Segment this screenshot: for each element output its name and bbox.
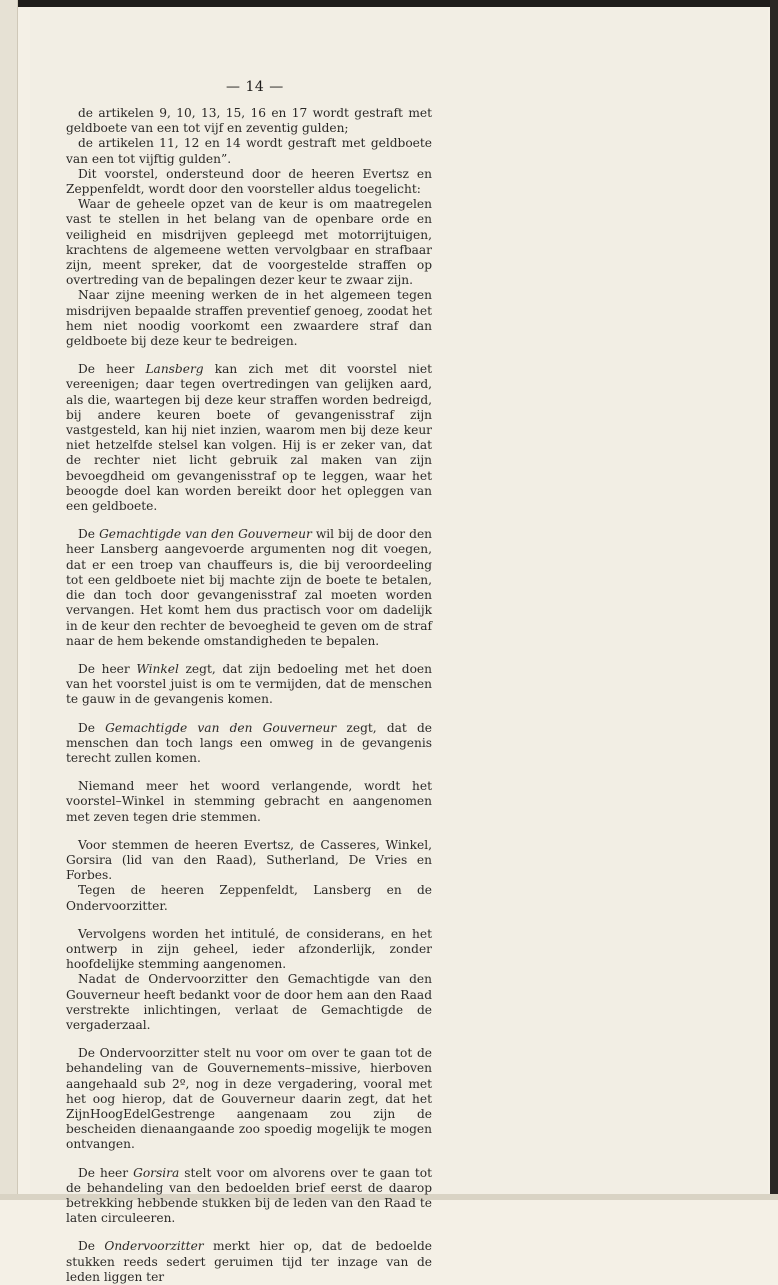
paragraph: Waar de geheele opzet van de keur is om maatregelen vast te stellen in het belang van de openbare orde en veiligheid en misdrijven gepleegd met motorrijtuigen, krachtens de algemeene wetten vervolgbaar en strafbaar zijn, meent spreker, dat de voorgestelde straffen op overtreding van de bepalingen dezer keur te zwaar zijn. — [66, 197, 432, 288]
page-number: — 14 — — [226, 79, 284, 95]
paragraph: Nadat de Ondervoorzitter den Gemachtigde van den Gouverneur heeft bedankt voor de door hem aan den Raad verstrekte inlichtingen, verlaat de Gemachtigde de vergaderzaal. — [66, 972, 432, 1032]
paragraph-prefix: De heer — [78, 362, 146, 377]
scan-left-margin — [0, 0, 18, 1200]
speaker-name: Ondervoorzitter — [104, 1239, 204, 1254]
paragraph-prefix: De — [78, 720, 106, 735]
paragraph: de artikelen 11, 12 en 14 wordt gestraft met geldboete van een tot vijftig gulden”. — [66, 136, 432, 166]
paragraph-prefix: De — [78, 1239, 105, 1254]
paragraph: Vervolgens worden het intitulé, de considerans, en het ontwerp in zijn geheel, ieder afzonderlijk, zonder hoofdelijke stemming aangenomen. — [66, 926, 432, 972]
scan-top-border — [0, 0, 778, 7]
paragraph — [66, 721, 432, 767]
paragraph — [66, 1239, 432, 1285]
paragraph-text: kan zich met dit voorstel niet vereenigen; daar tegen overtredingen van gelijken aard, als die, waartegen bij deze keur straffen worden bedreigd, bij andere keuren boete of gevangenisstraf zijn vastgesteld, kan hij niet inzien, waarom men bij deze keur niet hetzelfde stelsel kan volgen. Hij is er zeker van, dat de rechter niet licht gebruik zal maken van zijn bevoegdheid om gevangenisstraf op te leggen, waar het beoogde doel kan worden bereikt door het opleggen van een geldboete. — [66, 362, 432, 514]
paragraph: De Ondervoorzitter stelt nu voor om over te gaan tot de behandeling van de Gouvernements–missive, hierboven aangehaald sub 2º, nog in deze vergadering, vooral met het oog hierop, dat de Gouverneur daarin zegt, dat het ZijnHoogEdelGestrenge aangenaam zou zijn de bescheiden dienaangaande zoo spoedig mogelijk te mogen ontvangen. — [66, 1046, 432, 1152]
speaker-name: Winkel — [136, 661, 179, 676]
paragraph — [66, 1166, 432, 1227]
speaker-name: Gemachtigde van den Gouverneur — [99, 527, 312, 542]
paragraph — [66, 662, 432, 708]
paragraph-text: zegt, dat zijn bedoeling met het doen van het voorstel juist is om te vermijden, dat de menschen te gauw in de gevangenis komen. — [66, 661, 432, 707]
paragraph: Niemand meer het woord verlangende, wordt het voorstel–Winkel in stemming gebracht en aangenomen met zeven tegen drie stemmen. — [66, 779, 432, 824]
paragraph-text: stelt voor om alvorens over te gaan tot de behandeling van den bedoelden brief eerst de daarop betrekking hebbende stukken bij de leden van den Raad te laten circuleeren. — [66, 1165, 432, 1226]
paragraph: Naar zijne meening werken de in het algemeen tegen misdrijven bepaalde straffen preventief genoeg, zoodat het hem niet noodig voorkomt een zwaardere straf dan geldboete bij deze keur te bedreigen. — [66, 288, 432, 349]
speaker-name: Lansberg — [145, 362, 204, 377]
paragraph-prefix: De heer — [78, 661, 137, 676]
paragraph: Dit voorstel, ondersteund door de heeren Evertsz en Zeppenfeldt, wordt door den voorsteller aldus toegelicht: — [66, 166, 432, 197]
paragraph-prefix: De — [78, 527, 100, 542]
paragraph-prefix: De heer — [78, 1165, 134, 1180]
scan-right-border — [770, 0, 778, 1200]
paragraph-text: wil bij de door den heer Lansberg aangevoerde argumenten nog dit voegen, dat er een troep van chauffeurs is, die bij veroordeeling tot een geldboete niet bij machte zijn de boete te betalen, die dan toch door gevangenisstraf zal moeten worden vervangen. Het komt hem dus practisch voor om dadelijk in de keur den rechter de bevoegheid te geven om de straf naar de hem bekende omstandigheden te bepalen. — [66, 527, 433, 648]
document-body — [66, 106, 432, 1285]
speaker-name: Gorsira — [133, 1165, 180, 1180]
paragraph: de artikelen 9, 10, 13, 15, 16 en 17 wordt gestraft met geldboete van een tot vijf en zeventig gulden; — [66, 106, 432, 136]
speaker-name: Gemachtigde van den Gouverneur — [105, 720, 337, 735]
paragraph-text: zegt, dat de menschen dan toch langs een omweg in de gevangenis terecht zullen komen. — [66, 720, 432, 765]
paragraph — [66, 527, 432, 649]
paragraph: Tegen de heeren Zeppenfeldt, Lansberg en de Ondervoorzitter. — [66, 883, 432, 913]
paragraph: Voor stemmen de heeren Evertsz, de Casseres, Winkel, Gorsira (lid van den Raad), Sutherland, De Vries en Forbes. — [66, 837, 432, 883]
document-page — [30, 8, 768, 1284]
paragraph — [66, 362, 432, 514]
paragraph-text: merkt hier op, dat de bedoelde stukken reeds sedert geruimen tijd ter inzage van de leden liggen ter — [66, 1239, 432, 1284]
